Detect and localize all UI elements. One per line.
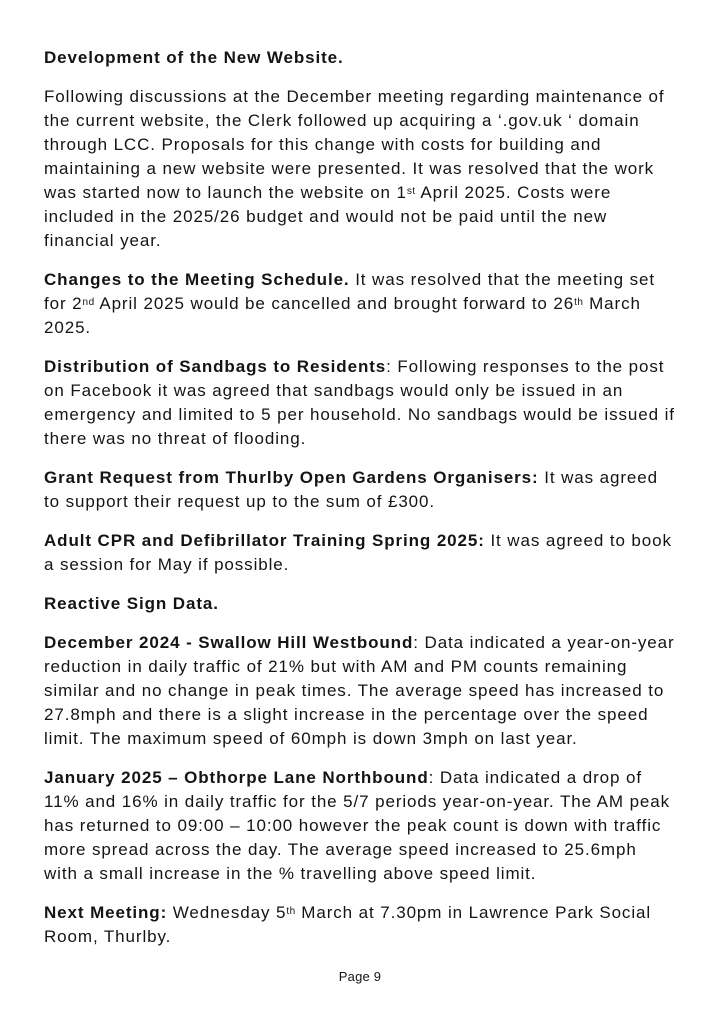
document-body	[44, 46, 676, 949]
bold-text-run: January 2025 – Obthorpe Lane Northbound	[44, 768, 429, 787]
para-meeting-schedule-changes	[44, 268, 676, 340]
bold-text-run: Adult CPR and Defibrillator Training Spring 2025:	[44, 531, 491, 550]
ordinal-superscript: st	[406, 186, 416, 197]
para-next-meeting	[44, 901, 676, 949]
text-run: April 2025. Costs were included in the 2025/26 budget and would not be paid until the new financial year.	[44, 183, 612, 250]
page-footer	[0, 969, 720, 985]
heading-reactive-sign-data	[44, 592, 676, 616]
text-run: : Following responses to the post on Facebook it was agreed that sandbags would only be issued in an emergency and limited to 5 per household. No sandbags would be issued if there was no threat of flooding.	[44, 357, 675, 448]
heading-development-new-website	[44, 46, 676, 70]
bold-text-run: Distribution of Sandbags to Residents	[44, 357, 387, 376]
ordinal-superscript: th	[286, 906, 296, 917]
bold-text-run: Reactive Sign Data.	[44, 594, 219, 613]
bold-text-run: December 2024 - Swallow Hill Westbound	[44, 633, 414, 652]
text-run: It was agreed to support their request up to the sum of £300.	[44, 468, 658, 511]
para-sandbags-distribution	[44, 355, 676, 451]
text-run: March 2025.	[44, 294, 641, 337]
bold-text-run: Development of the New Website.	[44, 48, 344, 67]
bold-text-run: Changes to the Meeting Schedule.	[44, 270, 356, 289]
text-run: : Data indicated a drop of 11% and 16% in daily traffic for the 5/7 periods year-on-year. The AM peak has returned to 09:00 – 10:00 however the peak count is down with traffic more spread across the day. The average speed increased to 25.6mph with a small increase in the % travelling above speed limit.	[44, 768, 671, 883]
bold-text-run: Next Meeting:	[44, 903, 173, 922]
para-cpr-defibrillator-training	[44, 529, 676, 577]
bold-text-run: Grant Request from Thurlby Open Gardens Organisers:	[44, 468, 545, 487]
text-run: March at 7.30pm in Lawrence Park Social Room, Thurlby.	[44, 903, 652, 946]
page-number: Page 9	[338, 969, 382, 984]
text-run: Following discussions at the December meeting regarding maintenance of the current website, the Clerk followed up acquiring a ‘.gov.uk ‘ domain through LCC. Proposals for this change with costs for building and maintaining a new website were presented. It was resolved that the work was started now to launch the website on 1	[44, 87, 665, 202]
text-run: April 2025 would be cancelled and brought forward to 26	[94, 294, 575, 313]
para-grant-request-open-gardens	[44, 466, 676, 514]
text-run: : Data indicated a year-on-year reduction in daily traffic of 21% but with AM and PM counts remaining similar and no change in peak times. The average speed has increased to 27.8mph and there is a slight increase in the percentage over the speed limit. The maximum speed of 60mph is down 3mph on last year.	[44, 633, 675, 748]
ordinal-superscript: nd	[82, 297, 95, 308]
para-new-website-details	[44, 85, 676, 253]
ordinal-superscript: th	[574, 297, 584, 308]
text-run: It was resolved that the meeting set for 2	[44, 270, 656, 313]
text-run: It was agreed to book a session for May if possible.	[44, 531, 672, 574]
text-run: Wednesday 5	[172, 903, 287, 922]
para-january-obthorpe-lane	[44, 766, 676, 886]
para-december-swallow-hill	[44, 631, 676, 751]
